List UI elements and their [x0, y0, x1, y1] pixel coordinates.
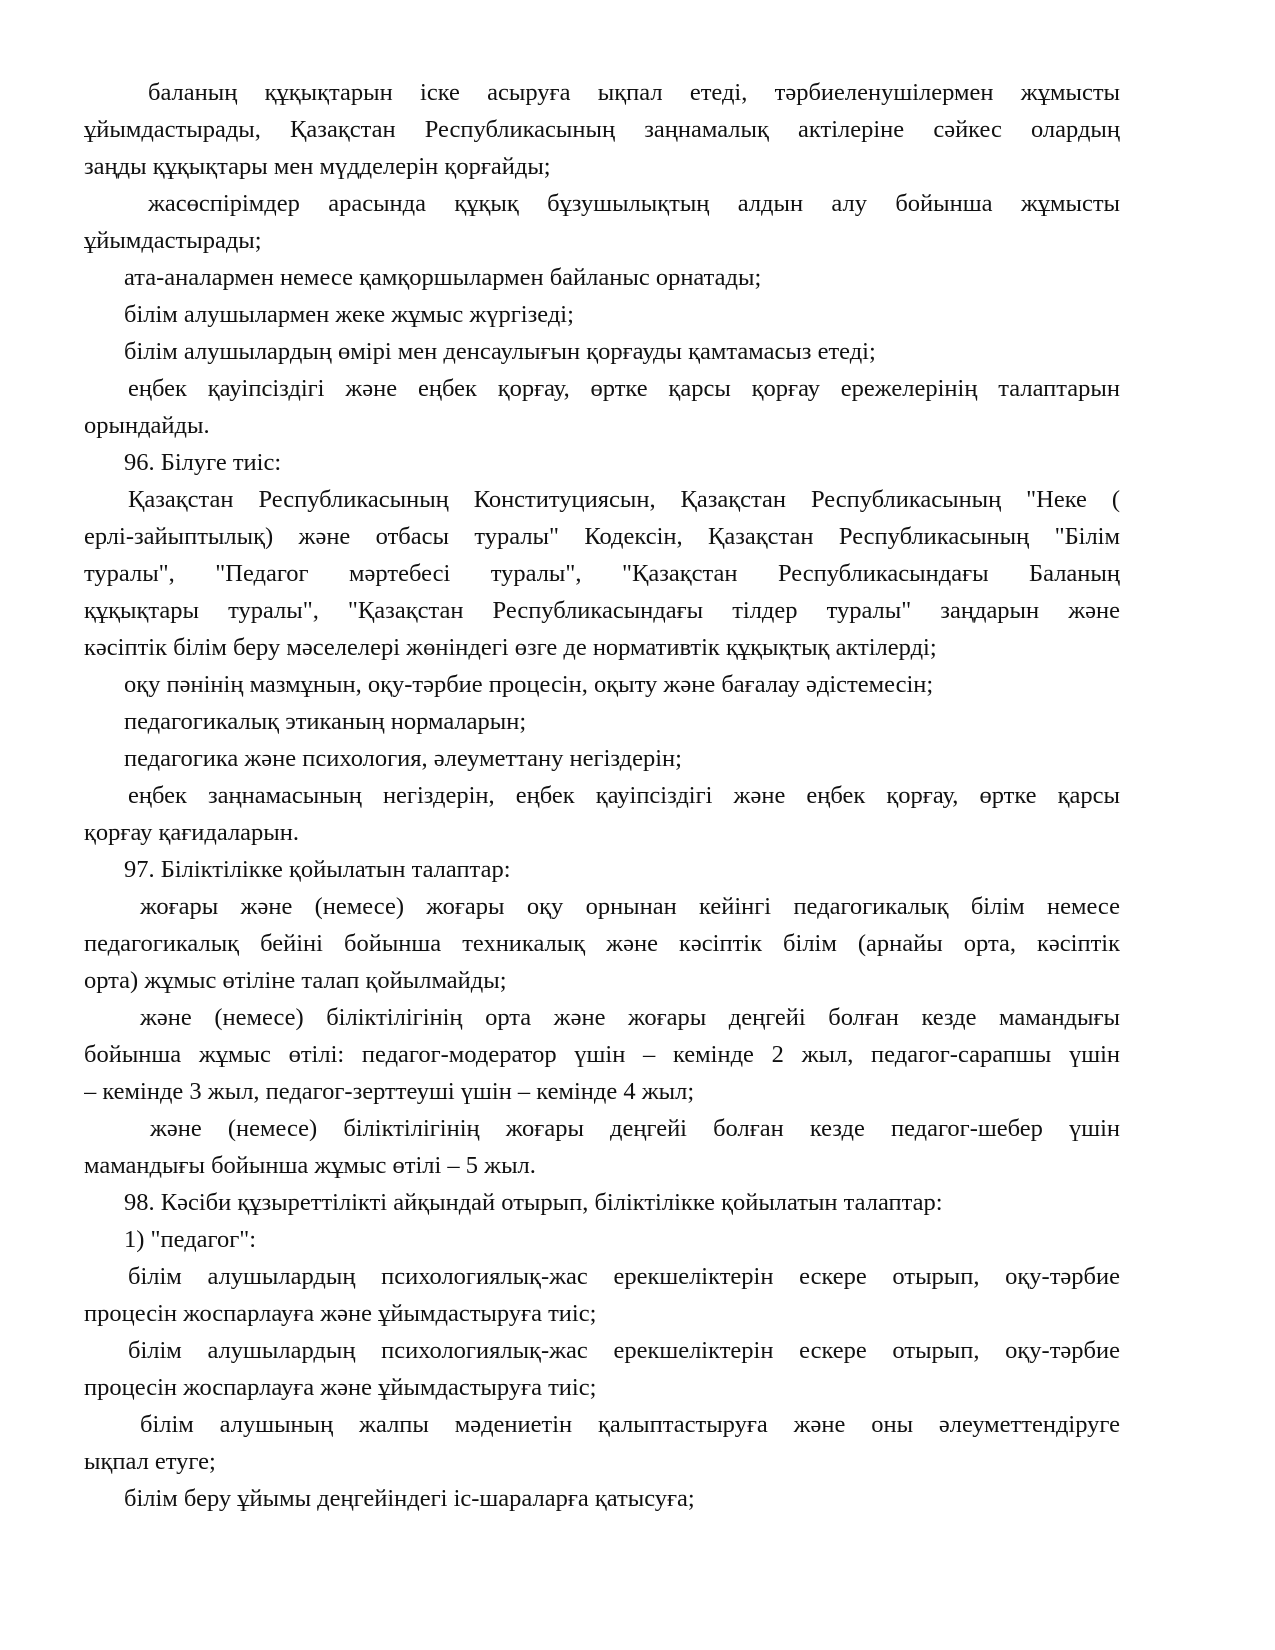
paragraph-line: педагогикалық бейіні бойынша техникалық және кәсіптік білім (арнайы орта, кәсіптік: [84, 930, 1120, 957]
paragraph-line: орта) жұмыс өтіліне талап қойылмайды;: [84, 967, 507, 994]
paragraph-line: білім алушының жалпы мәдениетін қалыптастыруға және оны әлеуметтендіруге: [140, 1411, 1120, 1438]
paragraph-line: жоғары және (немесе) жоғары оқу орнынан кейінгі педагогикалық білім немесе: [140, 893, 1120, 920]
paragraph-line: баланың құқықтарын іске асыруға ықпал етеді, тәрбиеленушілермен жұмысты: [148, 79, 1120, 106]
paragraph-line: бойынша жұмыс өтілі: педагог-модератор үшін – кемінде 2 жыл, педагог-сарапшы үшін: [84, 1041, 1120, 1068]
document-body: [84, 74, 1120, 1517]
paragraph-line: еңбек қауіпсіздігі және еңбек қорғау, өртке қарсы қорғау ережелерінің талаптарын: [128, 375, 1120, 402]
paragraph-line: Қазақстан Республикасының Конституциясын, Қазақстан Республикасының "Неке (: [128, 486, 1120, 513]
paragraph-line: заңды құқықтары мен мүдделерін қорғайды;: [84, 153, 551, 180]
paragraph-line: – кемінде 3 жыл, педагог-зерттеуші үшін – кемінде 4 жыл;: [84, 1078, 695, 1105]
paragraph-line: ұйымдастырады, Қазақстан Республикасының заңнамалық актілеріне сәйкес олардың: [84, 116, 1120, 143]
paragraph-line: педагогика және психология, әлеуметтану негіздерін;: [124, 745, 682, 772]
paragraph-line: білім беру ұйымы деңгейіндегі іс-шараларға қатысуға;: [124, 1485, 695, 1512]
section-heading-98: 98. Кәсіби құзыреттілікті айқындай отырып, біліктілікке қойылатын талаптар:: [124, 1189, 943, 1216]
paragraph-line: білім алушылардың өмірі мен денсаулығын қорғауды қамтамасыз етеді;: [124, 338, 876, 365]
paragraph-line: процесін жоспарлауға және ұйымдастыруға тиіс;: [84, 1300, 597, 1327]
section-heading-96: 96. Білуге тиіс:: [124, 449, 282, 476]
paragraph-line: білім алушылардың психологиялық-жас ерекшеліктерін ескере отырып, оқу-тәрбие: [128, 1263, 1120, 1290]
section-heading-97: 97. Біліктілікке қойылатын талаптар:: [124, 856, 511, 883]
paragraph-line: туралы", "Педагог мәртебесі туралы", "Қазақстан Республикасындағы Баланың: [84, 560, 1120, 587]
paragraph-line: білім алушылармен жеке жұмыс жүргізеді;: [124, 301, 574, 328]
paragraph-line: білім алушылардың психологиялық-жас ерекшеліктерін ескере отырып, оқу-тәрбие: [128, 1337, 1120, 1364]
paragraph-line: еңбек заңнамасының негіздерін, еңбек қауіпсіздігі және еңбек қорғау, өртке қарсы: [128, 782, 1120, 809]
paragraph-line: оқу пәнінің мазмұнын, оқу-тәрбие процесін, оқыту және бағалау әдістемесін;: [124, 671, 934, 698]
paragraph-line: ерлі-зайыптылық) және отбасы туралы" Кодексін, Қазақстан Республикасының "Білім: [84, 523, 1120, 550]
paragraph-line: және (немесе) біліктілігінің жоғары деңгейі болған кезде педагог-шебер үшін: [150, 1115, 1120, 1142]
paragraph-line: педагогикалық этиканың нормаларын;: [124, 708, 527, 735]
paragraph-line: процесін жоспарлауға және ұйымдастыруға тиіс;: [84, 1374, 597, 1401]
paragraph-line: мамандығы бойынша жұмыс өтілі – 5 жыл.: [84, 1152, 536, 1179]
paragraph-line: кәсіптік білім беру мәселелері жөніндегі өзге де нормативтік құқықтық актілерді;: [84, 634, 937, 661]
paragraph-line: ата-аналармен немесе қамқоршылармен байланыс орнатады;: [124, 264, 762, 291]
list-item-heading: 1) "педагог":: [124, 1226, 257, 1253]
paragraph-line: және (немесе) біліктілігінің орта және жоғары деңгейі болған кезде мамандығы: [140, 1004, 1120, 1031]
paragraph-line: ықпал етуге;: [84, 1448, 216, 1475]
paragraph-line: ұйымдастырады;: [84, 227, 262, 254]
paragraph-line: қорғау қағидаларын.: [84, 819, 299, 846]
paragraph-line: орындайды.: [84, 412, 210, 439]
paragraph-line: құқықтары туралы", "Қазақстан Республикасындағы тілдер туралы" заңдарын және: [84, 597, 1120, 624]
paragraph-line: жасөспірімдер арасында құқық бұзушылықтың алдын алу бойынша жұмысты: [148, 190, 1120, 217]
